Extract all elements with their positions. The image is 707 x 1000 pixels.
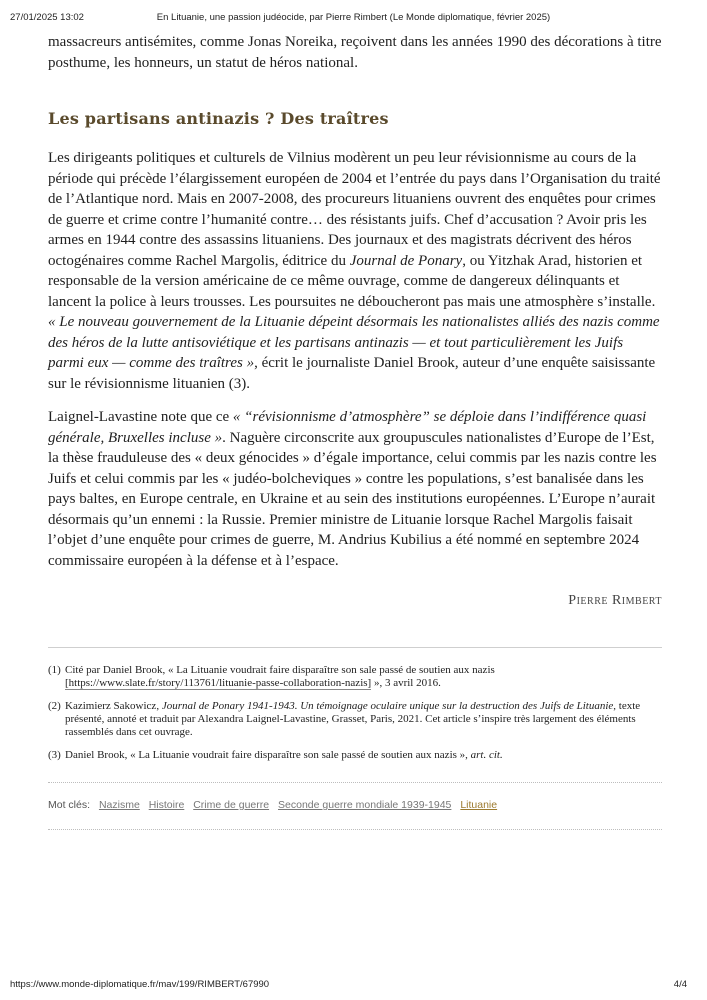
footnote-2-text-c: , texte présenté, annoté et traduit par Alexandra Laignel-Lavastine, Grasset, Paris, 2021. Cet article s’inspire très largement des éléments rassemblés dans cet ouvrage. xyxy=(65,700,641,738)
tag-seconde-guerre-mondiale[interactable]: Seconde guerre mondiale 1939-1945 xyxy=(278,799,452,811)
print-page-title: En Lituanie, une passion judéocide, par Pierre Rimbert (Le Monde diplomatique, février 2025) xyxy=(156,12,551,23)
paragraph-partisans xyxy=(48,148,662,394)
article-body xyxy=(48,32,662,846)
tag-histoire[interactable]: Histoire xyxy=(148,799,185,811)
footnote-text xyxy=(65,664,662,690)
footnote-number: (1) xyxy=(48,664,61,676)
tags-label: Mot clés: xyxy=(48,799,91,811)
tag-lituanie[interactable]: Lituanie xyxy=(460,799,498,811)
intro-paragraph-tail: massacreurs antisémites, comme Jonas Noreika, reçoivent dans les années 1990 des décorations à titre posthume, les honneurs, un statut de héros national. xyxy=(48,34,662,71)
footnote-number: (2) xyxy=(48,700,61,712)
paragraph-revisionism xyxy=(48,407,662,571)
p1-text-a: Les dirigeants politiques et culturels de Vilnius modèrent un peu leur révisionnisme au cours de la période qui précède l’élargissement européen de 2004 et l’entrée du pays dans l’Organisation du traité de l’Atlantique nord. Mais en 2007-2008, des procureurs lituaniens ouvrent des enquêtes pour crimes de guerre et crime contre l’humanité contre… des résistants juifs. Chef d’accusation ? Avoir pris les armes en 1944 contre des assassins lituaniens. Des journaux et des magistrats décrivent des héros octogénaires comme Rachel Margolis, éditrice du xyxy=(48,150,661,269)
print-date: 27/01/2025 13:02 xyxy=(10,12,84,23)
notes-divider xyxy=(48,647,662,648)
print-page-number: 4/4 xyxy=(673,979,687,990)
footnote-1-text-b: », 3 avril 2016. xyxy=(371,677,441,689)
footnote-1 xyxy=(48,664,662,690)
p1-text-c: , ou Yitzhak Arad, historien et responsable de la version américaine de ce même ouvrage, comme de dangereux délinquants et lancent la police à leurs trousses. Les poursuites ne déboucheront pas mais une atmosphère s’installe. xyxy=(48,252,656,310)
footnote-text xyxy=(65,700,662,739)
footnote-1-text-a: Cité par Daniel Brook, « La Lituanie voudrait faire disparaître son sale passé de soutien aux nazis xyxy=(65,664,495,676)
tags-divider-top xyxy=(48,782,662,783)
footnote-3 xyxy=(48,749,662,762)
tag-crime-de-guerre[interactable]: Crime de guerre xyxy=(193,799,270,811)
print-url: https://www.monde-diplomatique.fr/mav/199/RIMBERT/67990 xyxy=(10,979,270,990)
section-heading: Les partisans antinazis ? Des traîtres xyxy=(48,109,389,128)
p2-text-c: . Naguère circonscrite aux groupuscules nationalistes d’Europe de l’Est, la thèse frauduleuse des « deux génocides » d’égale importance, celui commis par les nazis contre les Juifs et celui commis par les « judéo-bolcheviques » contre les populations, s’est banalisée dans les pays baltes, en Europe centrale, en Ukraine et au sein des institutions européennes. L’Europe n’aurait désormais qu’un ennemi : la Russie. Premier ministre de Lituanie lorsque Rachel Margolis faisait l’objet d’une enquête pour crimes de guerre, M. Andrius Kubilius a été nommé en septembre 2024 commissaire européen à la défense et à l’espace. xyxy=(48,429,657,569)
tag-nazisme[interactable]: Nazisme xyxy=(98,799,140,811)
p1-journal-title: Journal de Ponary xyxy=(349,252,463,269)
footnote-1-link[interactable]: [https://www.slate.fr/story/113761/lituanie-passe-collaboration-nazis] xyxy=(65,677,372,689)
tags-divider-bottom xyxy=(48,829,662,830)
p2-text-a: Laignel-Lavastine note que ce xyxy=(48,409,233,425)
p1-brook-quote: « Le nouveau gouvernement de la Lituanie dépeint désormais les nationalistes alliés des nazis comme des héros de la lutte antisoviétique et les partisans antinazis — et tout particulièrement les Juifs parmi eux — comme des traîtres » xyxy=(48,314,660,371)
footnote-2 xyxy=(48,700,662,739)
footnote-2-text-a: Kazimierz Sakowicz, xyxy=(65,700,162,712)
footnote-3-text-a: Daniel Brook, « La Lituanie voudrait faire disparaître son sale passé de soutien aux nazis », xyxy=(65,749,471,761)
author-signature: Pierre Rimbert xyxy=(568,593,662,608)
footnote-3-art-cit: art. cit. xyxy=(470,749,503,761)
keyword-tags xyxy=(48,799,662,811)
footnote-2-book-title: Journal de Ponary 1941-1943. Un témoignage oculaire unique sur la destruction des Juifs de Lituanie xyxy=(161,700,614,712)
footnote-text xyxy=(65,749,662,762)
p2-quote: « “révisionnisme d’atmosphère” se déploie dans l’indifférence quasi générale, Bruxelles incluse » xyxy=(48,409,647,446)
p1-text-e: , écrit le journaliste Daniel Brook, auteur d’une enquête saisissante sur le révisionnisme lituanien (3). xyxy=(48,355,656,392)
footnote-number: (3) xyxy=(48,749,61,761)
